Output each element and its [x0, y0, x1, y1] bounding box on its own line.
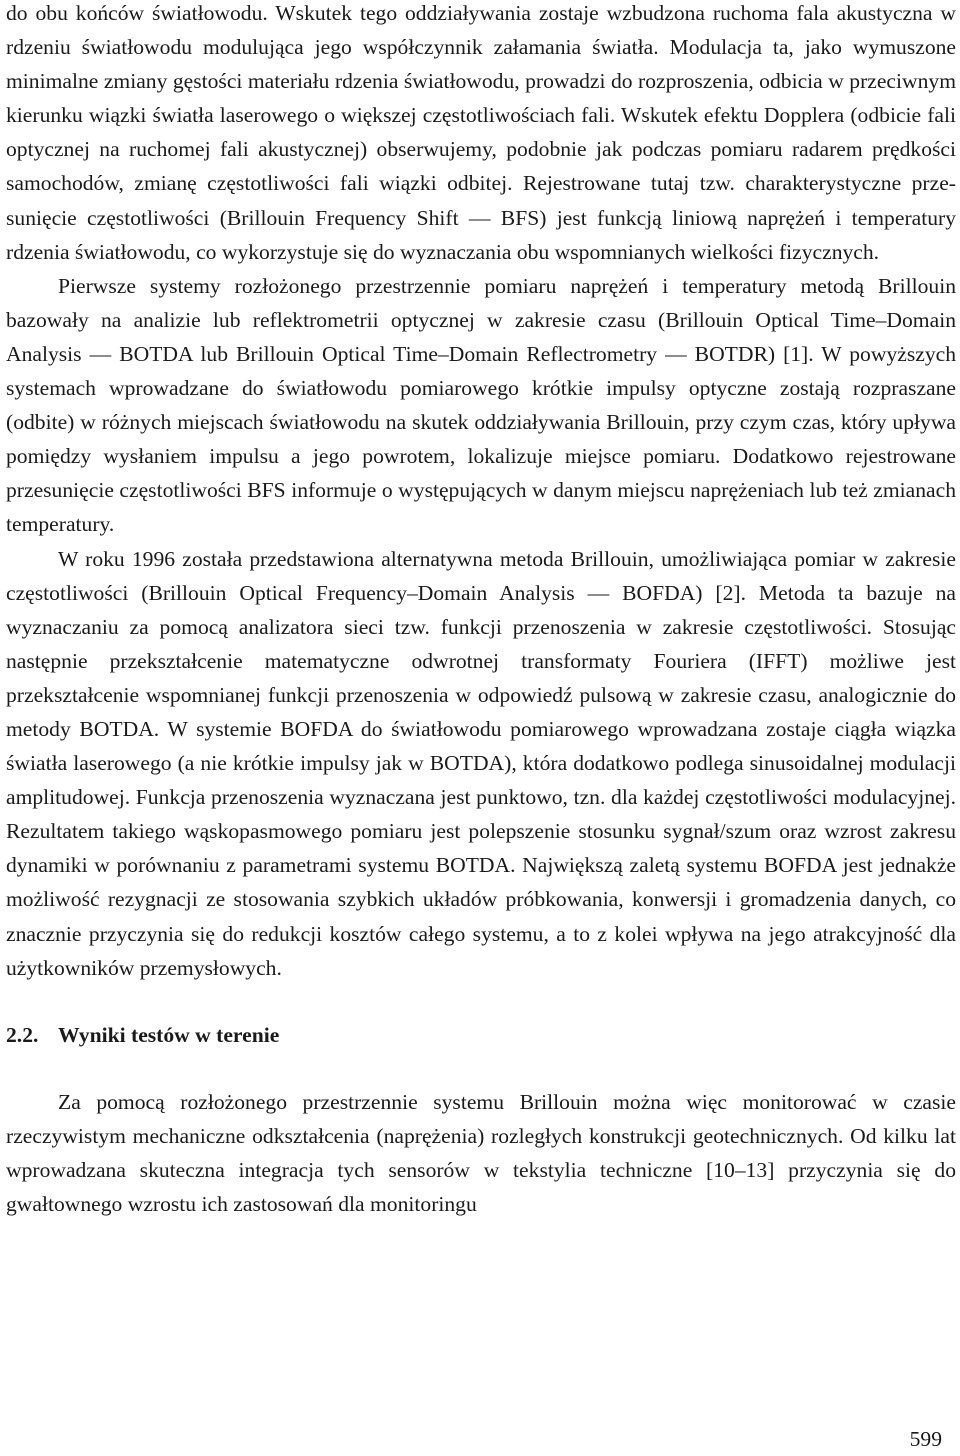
section-heading — [6, 1018, 956, 1052]
paragraph-botda-botdr: Pierwsze systemy rozłożonego przestrzennie pomiaru naprężeń i temperatury metodą Brillouin bazowały na analizie lub reflektrometrii optycznej w zakresie czasu (Brillouin Optical Time–Domain Analysis — BOTDA lub Brillouin Optical Time–Domain Reflectrometry — BOTDR) [1]. W powyższych systemach wprowadzane do światłowodu pomiarowego krótkie impulsy optyczne zostają rozpraszane (odbite) w różnych miejscach światłowodu na skutek oddziaływania Brillouin, przy czym czas, który upływa pomiędzy wysłaniem impulsu a jego powrotem, lokalizuje miejsce pomiaru. Dodatkowo rejestrowane przesunięcie częstotliwości BFS informuje o występujących w danym miejscu naprężeniach lub też zmianach temperatury. — [6, 273, 956, 537]
paragraph-brillouin-scattering: do obu końców światłowodu. Wskutek tego oddziaływania zostaje wzbudzona ruchoma fala akustyczna w rdzeniu światłowodu modulująca jego współczynnik załamania światła. Modulacja ta, jako wymuszone minimalne zmiany gęstości materiału rdzenia światłowodu, prowadzi do rozproszenia, odbicia w przeciwnym kierunku wiązki światła laserowego o większej częstotliwościach fali. Wskutek efektu Dopplera (odbicie fali optycznej na ruchomej fali akustycznej) obserwujemy, podobnie jak podczas pomiaru radarem prędkości samochodów, zmianę częstotliwości fali wiązki odbitej. Rejestrowane tutaj tzw. charakterystyczne przesunięcie częstotliwości (Brillouin Frequency Shift — BFS) jest funkcją liniową naprężeń i temperatury rdzenia światłowodu, co wykorzystuje się do wyznaczania obu wspomnianych wielkości fizycznych. — [6, 1, 956, 264]
paragraph-field-tests: Za pomocą rozłożonego przestrzennie systemu Brillouin można więc monitorować w czasie rzeczywistym mechaniczne odkształcenia (naprężenia) rozległych konstrukcji geotechnicznych. Od kilku lat wprowadzana skuteczna integracja tych sensorów w tekstylia techniczne [10–13] przyczynia się do gwałtownego wzrostu ich zastosowań dla monitoringu — [6, 1089, 956, 1216]
section-number: 2.2. — [6, 1022, 39, 1047]
paragraph-bofda: W roku 1996 została przedstawiona alternatywna metoda Brillouin, umożliwiająca pomiar w zakresie częstotliwości (Brillouin Optical Frequency–Domain Analysis — BOFDA) [2]. Metoda ta bazuje na wyznaczaniu za pomocą analizatora sieci tzw. funkcji przenoszenia w zakresie częstotliwości. Stosując następnie przekształcenie matematyczne odwrotnej transformaty Fouriera (IFFT) możliwe jest przekształcenie wspomnianej funkcji przenoszenia w odpowiedź pulsową w zakresie czasu, analogicznie do metody BOTDA. W systemie BOFDA do światłowodu pomiarowego wprowadzana zostaje ciągła wiązka światła laserowego (a nie krótkie impulsy jak w BOTDA), która dodatkowo podlega sinusoidalnej modulacji amplitudowej. Funkcja przenoszenia wyznaczana jest punktowo, tzn. dla każdej częstotliwości modulacyjnej. Rezultatem takiego wąskopasmowego pomiaru jest polepszenie stosunku sygnał/szum oraz wzrost zakresu dynamiki w porównaniu z parametrami systemu BOTDA. Największą zaletą systemu BOFDA jest jednakże możliwość rezygnacji ze stosowania szybkich układów próbkowania, konwersji i gromadzenia danych, co znacznie przyczynia się do redukcji kosztów całego systemu, a to z kolei wpływa na jego atrakcyjność dla użytkowników przemysłowych. — [6, 546, 956, 980]
section-title: Wyniki testów w terenie — [58, 1022, 280, 1047]
page-number: 599 — [909, 1427, 942, 1451]
document-page — [6, 0, 956, 1221]
